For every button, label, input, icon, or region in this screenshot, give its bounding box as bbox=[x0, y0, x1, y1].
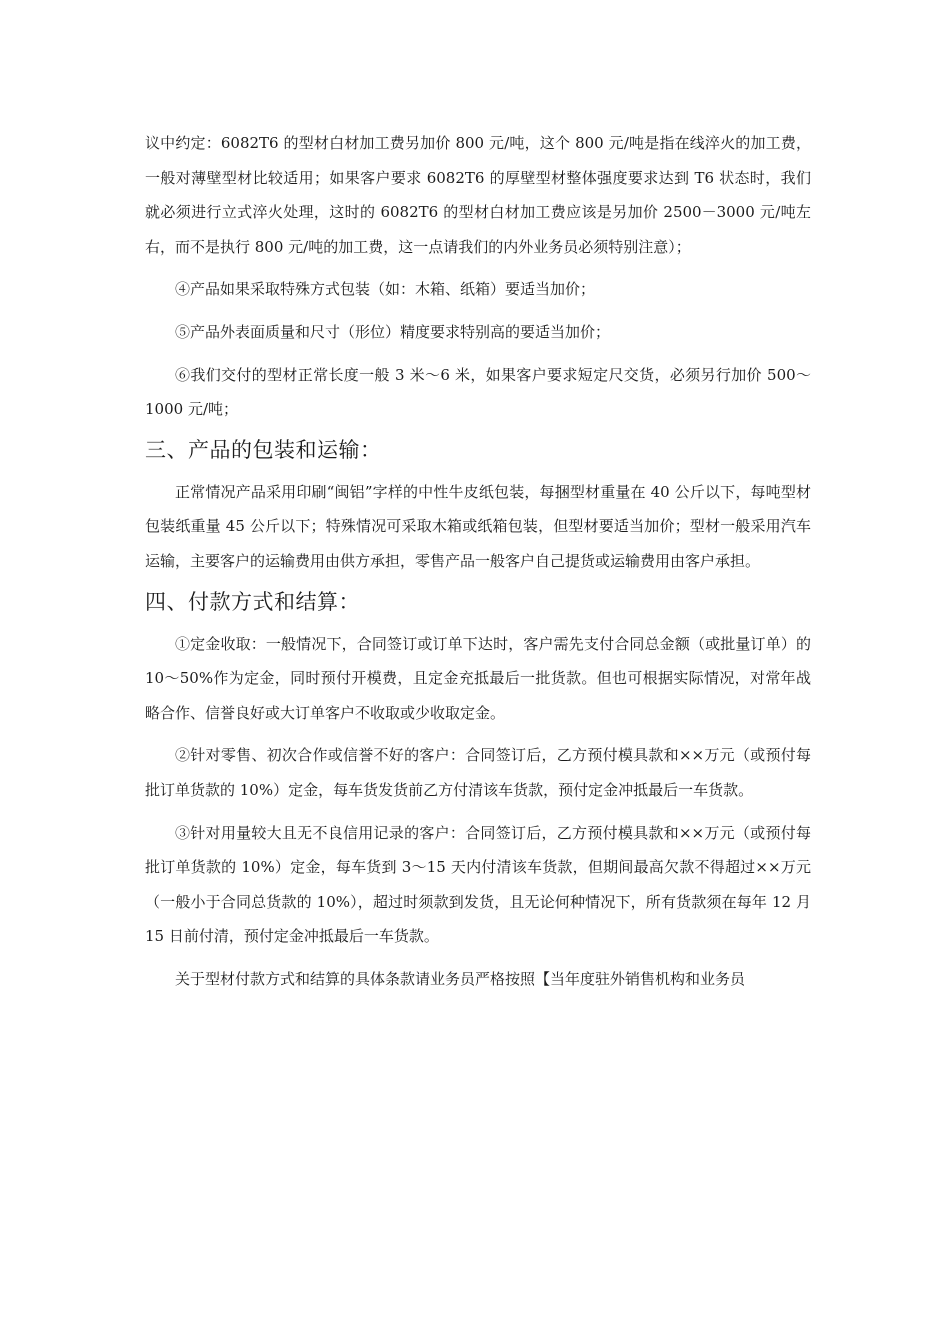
paragraph-high-precision: ⑤产品外表面质量和尺寸（形位）精度要求特别高的要适当加价； bbox=[175, 322, 611, 341]
paragraph-special-packaging: ④产品如果采取特殊方式包装（如：木箱、纸箱）要适当加价； bbox=[175, 280, 596, 299]
paragraph-large-customers: ③针对用量较大且无不良信用记录的客户：合同签订后，乙方预付模具款和××万元（或预付每批订单货款的 10%）定金，每车货到 3～15 天内付清该车货款，但期间最高欠款不得超过××万元（一般小于合同总货款的 10%），超过时须款到发货，且无论何种情况下，所有货款须在每年 12 月 15 日前付清，预付定金冲抵最后一车货款。 bbox=[145, 823, 811, 946]
section-heading-packaging: 三、产品的包装和运输： bbox=[145, 437, 382, 462]
paragraph-processing-fee-note: 议中约定：6082T6 的型材白材加工费另加价 800 元/吨，这个 800 元/吨是指在线淬火的加工费，一般对薄壁型材比较适用；如果客户要求 6082T6 的厚壁型材整体强度要求达到 T6 状态时，我们就必须进行立式淬火处理，这时的 6082T6 的型材白材加工费应该是另加价 2500－3000 元/吨左右，而不是执行 800 元/吨的加工费，这一点请我们的内外业务员必须特别注意）； bbox=[145, 134, 811, 256]
paragraph-retail-customers: ②针对零售、初次合作或信誉不好的客户：合同签订后，乙方预付模具款和××万元（或预付每批订单货款的 10%）定金，每车货发货前乙方付清该车货款，预付定金冲抵最后一车货款。 bbox=[145, 746, 811, 799]
paragraph-length-requirement: ⑥我们交付的型材正常长度一般 3 米～6 米，如果客户要求短定尺交货，必须另行加价 500～1000 元/吨； bbox=[145, 365, 811, 419]
paragraph-deposit: ①定金收取：一般情况下，合同签订或订单下达时，客户需先支付合同总金额（或批量订单）的 10～50%作为定金，同时预付开模费，且定金充抵最后一批货款。但也可根据实际情况，对常年战略合作、信誉良好或大订单客户不收取或少收取定金。 bbox=[145, 634, 811, 722]
section-heading-payment: 四、付款方式和结算： bbox=[145, 589, 360, 614]
paragraph-payment-terms-reference: 关于型材付款方式和结算的具体条款请业务员严格按照【当年度驻外销售机构和业务员 bbox=[175, 969, 746, 988]
paragraph-packaging-transport: 正常情况产品采用印刷“闽铝”字样的中性牛皮纸包装，每捆型材重量在 40 公斤以下，每吨型材包装纸重量 45 公斤以下；特殊情况可采取木箱或纸箱包装，但型材要适当加价；型材一般采用汽车运输，主要客户的运输费用由供方承担，零售产品一般客户自己提货或运输费用由客户承担。 bbox=[145, 482, 811, 570]
document-page bbox=[145, 126, 811, 1004]
